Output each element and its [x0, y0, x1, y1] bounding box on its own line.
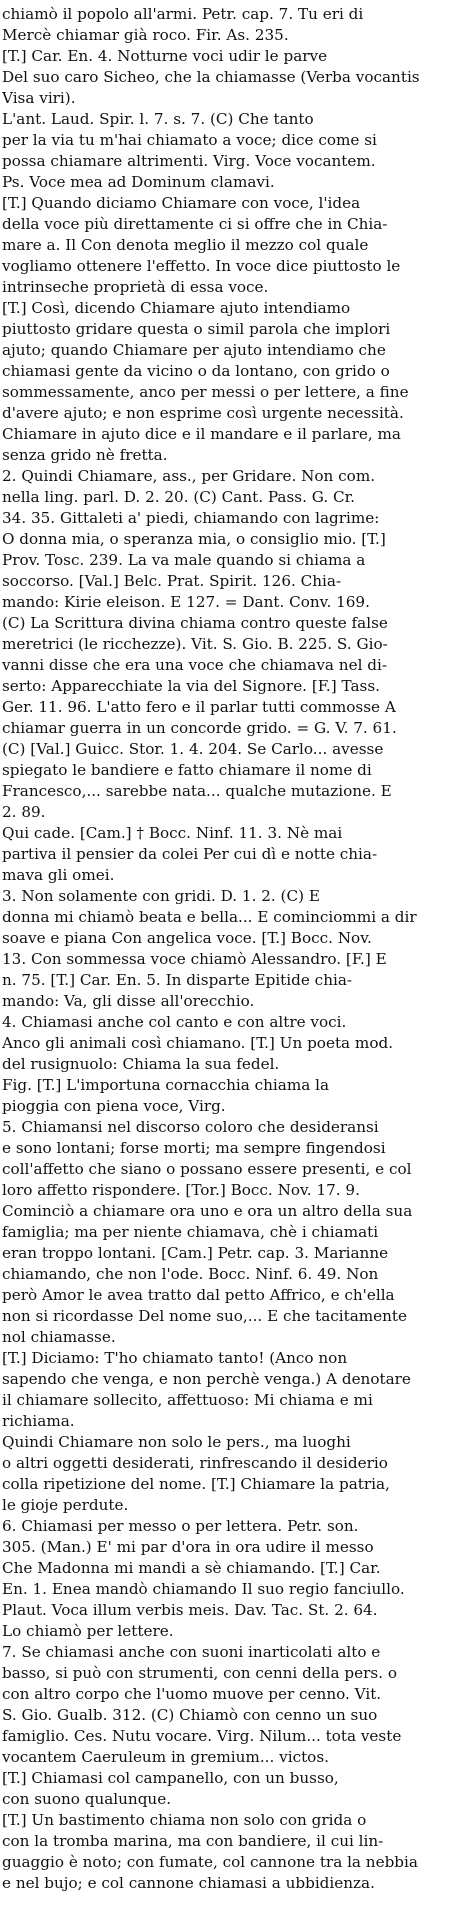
text-line: 7. Se chiamasi anche con suoni inarticolati alto e [2, 1643, 381, 1661]
text-line: vanni disse che era una voce che chiamava nel di- [2, 656, 387, 674]
text-line: sommessamente, anco per messi o per lettere, a fine [2, 383, 409, 401]
dictionary-column [2, 4, 472, 1894]
text-line: pioggia con piena voce, Virg. [2, 1097, 226, 1115]
text-line: Fig. [T.] L'importuna cornacchia chiama la [2, 1076, 330, 1094]
text-line: con altro corpo che l'uomo muove per cenno. Vit. [2, 1685, 382, 1703]
text-line: piuttosto gridare questa o simil parola che implori [2, 320, 391, 338]
text-line: mando: Kirie eleison. E 127. = Dant. Conv. 169. [2, 593, 370, 611]
text-line: vogliamo ottenere l'effetto. In voce dice piuttosto le [2, 257, 401, 275]
text-line: O donna mia, o speranza mia, o consiglio mio. [T.] [2, 530, 386, 548]
text-line: serto: Apparecchiate la via del Signore. [F.] Tass. [2, 677, 380, 695]
text-line: meretrici (le ricchezze). Vit. S. Gio. B. 225. S. Gio- [2, 635, 388, 653]
text-line: mava gli omei. [2, 866, 115, 884]
text-line: En. 1. Enea mandò chiamando Il suo regio fanciullo. [2, 1580, 405, 1598]
text-line: 2. 89. [2, 803, 46, 821]
text-line: S. Gio. Gualb. 312. (C) Chiamò con cenno un suo [2, 1706, 378, 1724]
text-line: però Amor le avea tratto dal petto Affrico, e ch'ella [2, 1286, 395, 1304]
text-line: donna mi chiamò beata e bella... E cominciommi a dir [2, 908, 417, 926]
text-line: mando: Va, gli disse all'orecchio. [2, 992, 255, 1010]
text-line: le gioje perdute. [2, 1496, 129, 1514]
text-line: (C) La Scrittura divina chiama contro queste false [2, 614, 388, 632]
text-line: guaggio è noto; con fumate, col cannone tra la nebbia [2, 1853, 418, 1871]
text-line: Ger. 11. 96. L'atto fero e il parlar tutti commosse A [2, 698, 396, 716]
text-line: eran troppo lontani. [Cam.] Petr. cap. 3. Marianne [2, 1244, 389, 1262]
text-line: Che Madonna mi mandi a sè chiamando. [T.] Car. [2, 1559, 381, 1577]
text-line: 4. Chiamasi anche col canto e con altre voci. [2, 1013, 347, 1031]
text-line: e sono lontani; forse morti; ma sempre fingendosi [2, 1139, 386, 1157]
text-line: Quindi Chiamare non solo le pers., ma luoghi [2, 1433, 351, 1451]
text-line: Mercè chiamar già roco. Fir. As. 235. [2, 26, 289, 44]
text-line: ajuto; quando Chiamare per ajuto intendiamo che [2, 341, 386, 359]
text-line: 5. Chiamansi nel discorso coloro che desideransi [2, 1118, 379, 1136]
text-line: del rusignuolo: Chiama la sua fedel. [2, 1055, 280, 1073]
text-line: o altri oggetti desiderati, rinfrescando il desiderio [2, 1454, 388, 1472]
text-line: Del suo caro Sicheo, che la chiamasse (Verba vocantis [2, 68, 420, 86]
text-line: [T.] Car. En. 4. Notturne voci udir le parve [2, 47, 328, 65]
text-line: Cominciò a chiamare ora uno e ora un altro della sua [2, 1202, 413, 1220]
text-line: spiegato le bandiere e fatto chiamare il nome di [2, 761, 372, 779]
text-line: loro affetto rispondere. [Tor.] Bocc. Nov. 17. 9. [2, 1181, 360, 1199]
text-line: [T.] Un bastimento chiama non solo con grida o [2, 1811, 367, 1829]
text-line: non si ricordasse Del nome suo,... E che tacitamente [2, 1307, 408, 1325]
text-line: Prov. Tosc. 239. La va male quando si chiama a [2, 551, 366, 569]
text-line: n. 75. [T.] Car. En. 5. In disparte Epitide chia- [2, 971, 353, 989]
text-line: Chiamare in ajuto dice e il mandare e il parlare, ma [2, 425, 401, 443]
text-line: [T.] Diciamo: T'ho chiamato tanto! (Anco non [2, 1349, 348, 1367]
text-line: con la tromba marina, ma con bandiere, il cui lin- [2, 1832, 384, 1850]
text-line: [T.] Quando diciamo Chiamare con voce, l'idea [2, 194, 361, 212]
text-line: vocantem Caeruleum in gremium... victos. [2, 1748, 329, 1766]
text-line: 2. Quindi Chiamare, ass., per Gridare. Non com. [2, 467, 376, 485]
text-line: richiama. [2, 1412, 75, 1430]
text-line: 6. Chiamasi per messo o per lettera. Petr. son. [2, 1517, 359, 1535]
text-line: colla ripetizione del nome. [T.] Chiamare la patria, [2, 1475, 390, 1493]
text-line: 34. 35. Gittaleti a' piedi, chiamando con lagrime: [2, 509, 380, 527]
text-line: possa chiamare altrimenti. Virg. Voce vocantem. [2, 152, 376, 170]
text-line: nella ling. parl. D. 2. 20. (C) Cant. Pass. G. Cr. [2, 488, 356, 506]
text-line: soccorso. [Val.] Belc. Prat. Spirit. 126. Chia- [2, 572, 342, 590]
text-line: Plaut. Voca illum verbis meis. Dav. Tac. St. 2. 64. [2, 1601, 378, 1619]
text-line: 3. Non solamente con gridi. D. 1. 2. (C) E [2, 887, 320, 905]
text-line: sapendo che venga, e non perchè venga.) A denotare [2, 1370, 411, 1388]
text-line: [T.] Chiamasi col campanello, con un busso, [2, 1769, 339, 1787]
text-line: chiamando, che non l'ode. Bocc. Ninf. 6. 49. Non [2, 1265, 379, 1283]
text-line: della voce più direttamente ci si offre che in Chia- [2, 215, 388, 233]
text-line: e nel bujo; e col cannone chiamasi a ubbidienza. [2, 1874, 375, 1892]
text-line: Qui cade. [Cam.] † Bocc. Ninf. 11. 3. Nè mai [2, 824, 343, 842]
text-line: Ps. Voce mea ad Dominum clamavi. [2, 173, 275, 191]
text-line: intrinseche proprietà di essa voce. [2, 278, 269, 296]
text-line: chiamar guerra in un concorde grido. = G. V. 7. 61. [2, 719, 397, 737]
text-line: Anco gli animali così chiamano. [T.] Un poeta mod. [2, 1034, 394, 1052]
text-line: Lo chiamò per lettere. [2, 1622, 174, 1640]
text-line: mare a. Il Con denota meglio il mezzo col quale [2, 236, 369, 254]
text-line: partiva il pensier da colei Per cui dì e notte chia- [2, 845, 378, 863]
text-line: d'avere ajuto; e non esprime così urgente necessità. [2, 404, 404, 422]
text-line: coll'affetto che siano o possano essere presenti, e col [2, 1160, 412, 1178]
text-line: L'ant. Laud. Spir. l. 7. s. 7. (C) Che tanto [2, 110, 314, 128]
text-line: famiglio. Ces. Nutu vocare. Virg. Nilum... tota veste [2, 1727, 402, 1745]
text-line: basso, si può con strumenti, con cenni della pers. o [2, 1664, 397, 1682]
text-line: senza grido nè fretta. [2, 446, 168, 464]
text-line: 13. Con sommessa voce chiamò Alessandro. [F.] E [2, 950, 387, 968]
text-line: nol chiamasse. [2, 1328, 116, 1346]
text-line: Visa viri). [2, 89, 76, 107]
text-line: per la via tu m'hai chiamato a voce; dice come si [2, 131, 377, 149]
text-line: famiglia; ma per niente chiamava, chè i chiamati [2, 1223, 379, 1241]
text-line: 305. (Man.) E' mi par d'ora in ora udire il messo [2, 1538, 374, 1556]
text-line: chiamò il popolo all'armi. Petr. cap. 7. Tu eri di [2, 5, 364, 23]
text-line: soave e piana Con angelica voce. [T.] Bocc. Nov. [2, 929, 372, 947]
text-line: [T.] Così, dicendo Chiamare ajuto intendiamo [2, 299, 351, 317]
text-line: il chiamare sollecito, affettuoso: Mi chiama e mi [2, 1391, 373, 1409]
text-line: chiamasi gente da vicino o da lontano, con grido o [2, 362, 390, 380]
text-line: (C) [Val.] Guicc. Stor. 1. 4. 204. Se Carlo... avesse [2, 740, 384, 758]
text-line: con suono qualunque. [2, 1790, 172, 1808]
text-line: Francesco,... sarebbe nata... qualche mutazione. E [2, 782, 392, 800]
